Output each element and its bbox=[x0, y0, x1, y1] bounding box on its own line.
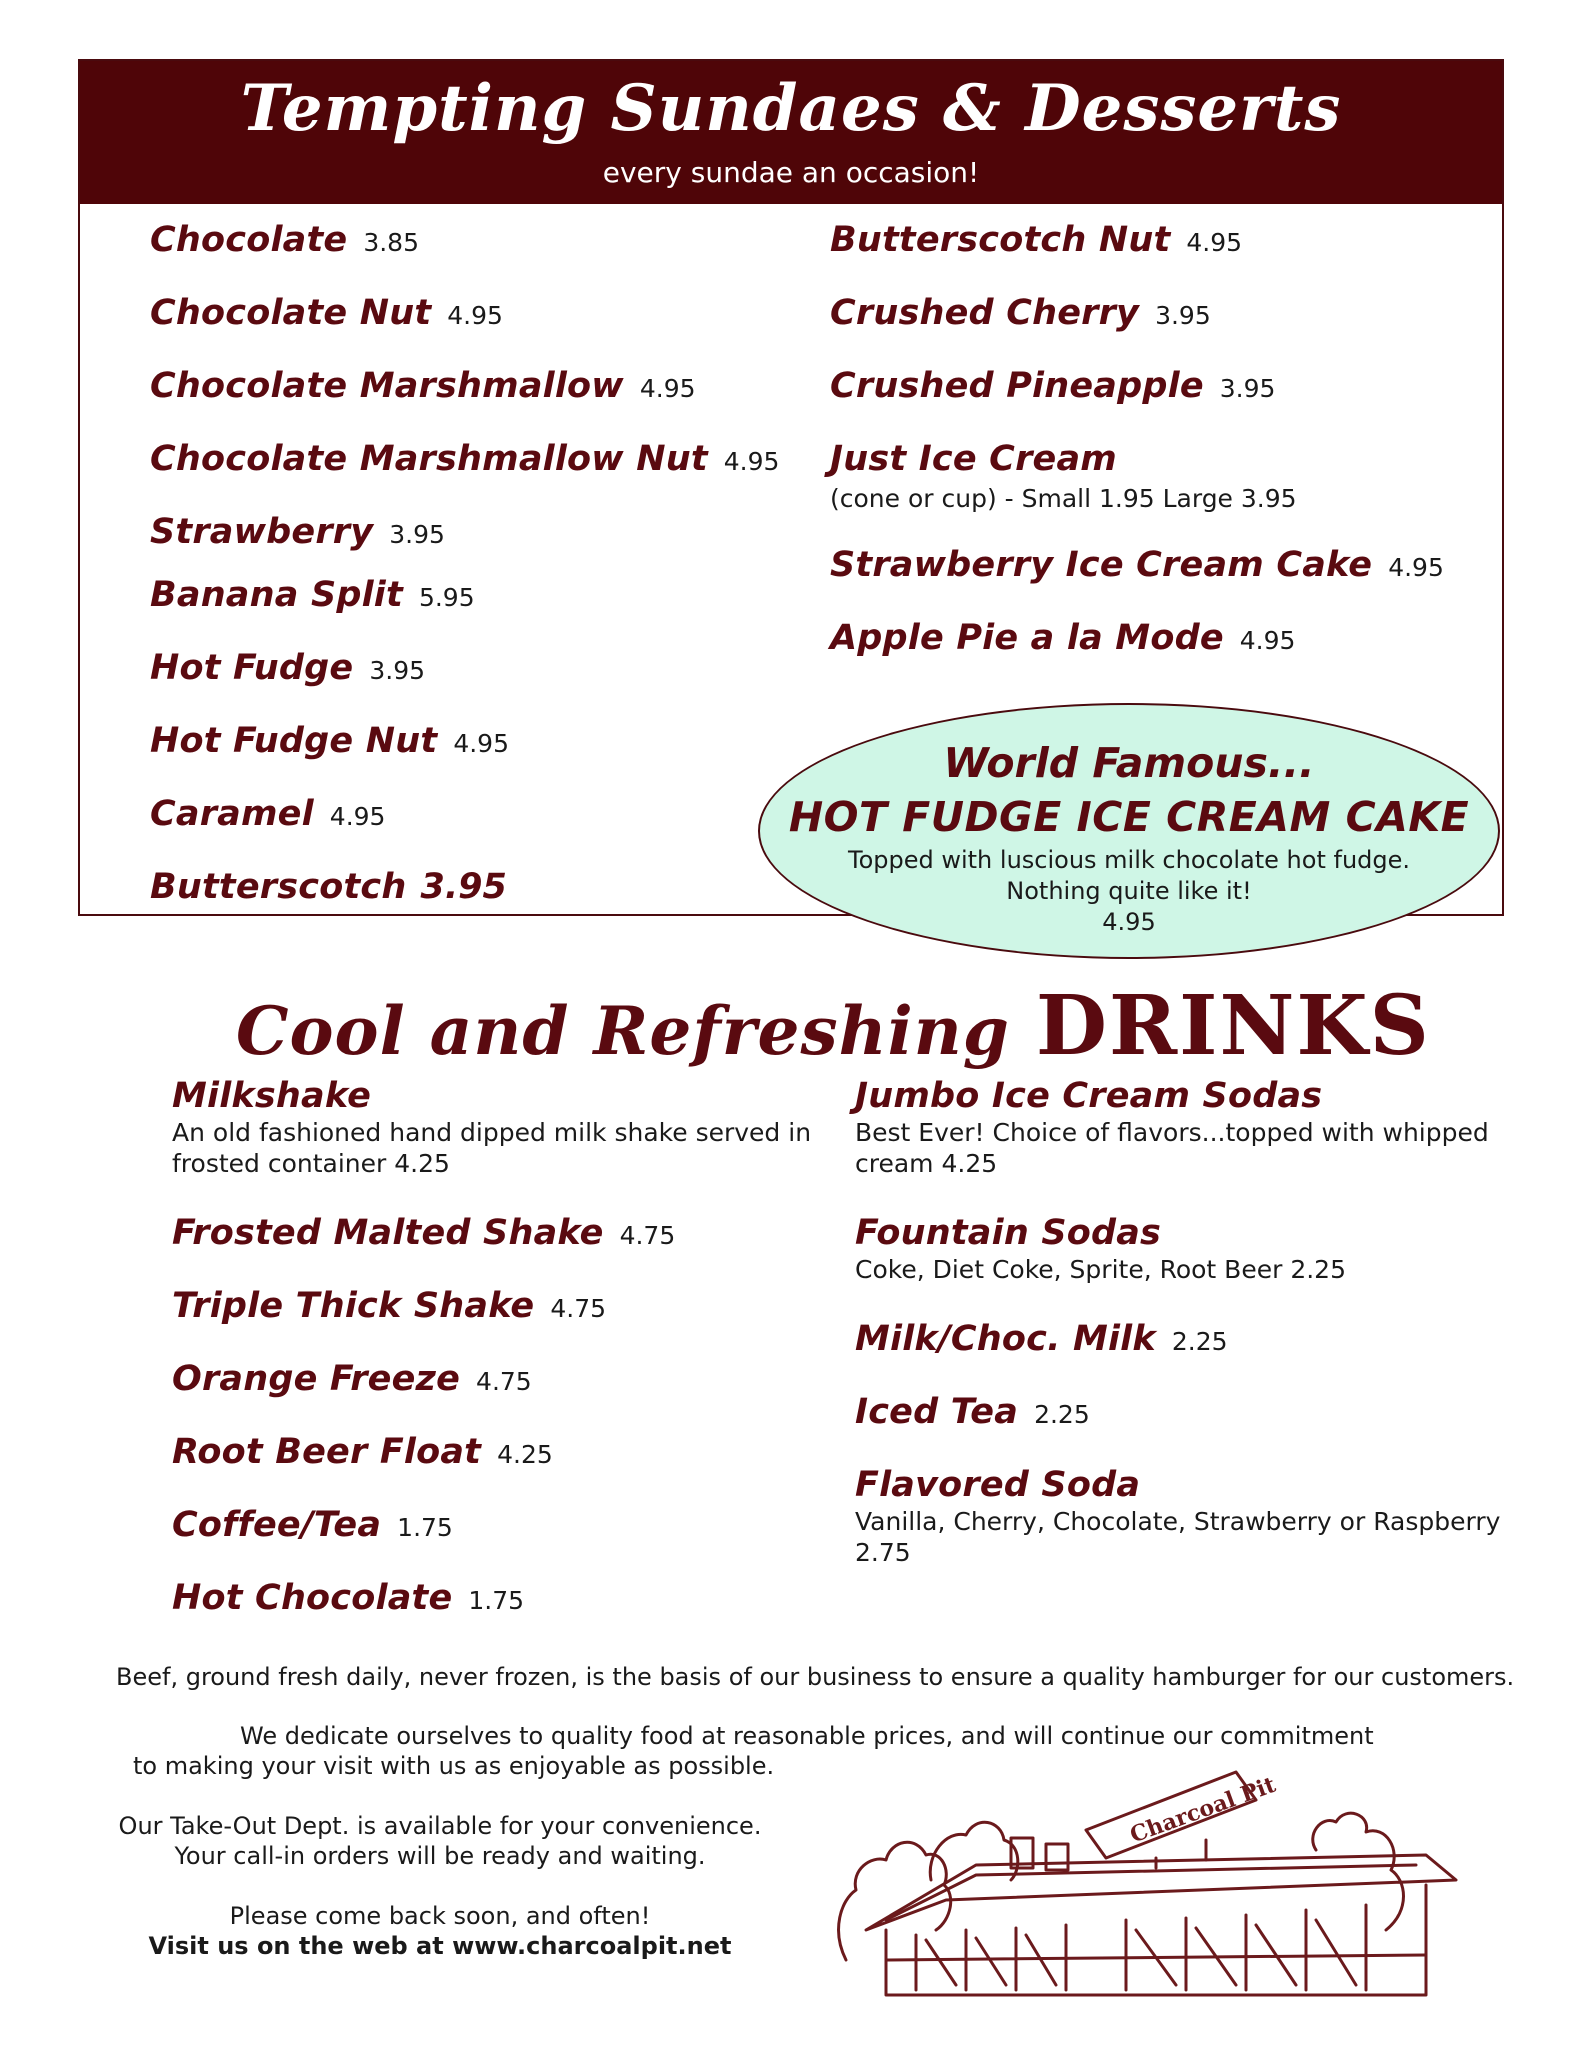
menu-item bbox=[855, 1465, 1140, 1505]
item-price: 4.95 bbox=[447, 301, 503, 330]
item-name: Hot Chocolate bbox=[172, 1578, 453, 1618]
menu-item bbox=[172, 1076, 371, 1116]
menu-item bbox=[855, 1076, 1322, 1116]
item-price: 3.95 bbox=[1219, 374, 1276, 403]
menu-item bbox=[830, 366, 1275, 406]
item-name: Milkshake bbox=[172, 1076, 372, 1116]
item-price: 4.95 bbox=[1186, 228, 1243, 257]
menu-item bbox=[150, 794, 385, 834]
item-name: Frosted Malted Shake bbox=[172, 1213, 604, 1253]
menu-item bbox=[150, 512, 445, 552]
item-description: (cone or cup) - Small 1.95 Large 3.95 bbox=[830, 484, 1297, 513]
footer-beef-line: Beef, ground fresh daily, never frozen, is the basis of our business to ensure a quality hamburger for our customers. bbox=[116, 1663, 1515, 1691]
menu-item bbox=[855, 1213, 1161, 1253]
item-price: 3.95 bbox=[389, 520, 445, 549]
item-price: 3.95 bbox=[420, 867, 507, 907]
item-name: Caramel bbox=[150, 794, 314, 834]
item-price: 4.95 bbox=[329, 802, 386, 831]
desc-line: frosted container 4.25 bbox=[172, 1149, 450, 1178]
footer-commitment-line: We dedicate ourselves to quality food at reasonable prices, and will continue our commitment bbox=[240, 1722, 1374, 1750]
item-name: Fountain Sodas bbox=[855, 1213, 1162, 1253]
footer-takeout-line: Your call-in orders will be ready and waiting. bbox=[174, 1842, 706, 1870]
menu-item bbox=[150, 293, 503, 333]
item-name: Hot Fudge bbox=[150, 648, 354, 688]
featured-cake-oval bbox=[758, 703, 1500, 959]
item-name: Jumbo Ice Cream Sodas bbox=[855, 1076, 1323, 1116]
sign-text: Charcoal Pit bbox=[1126, 1771, 1280, 1849]
item-name: Crushed Pineapple bbox=[830, 366, 1204, 406]
drinks-title bbox=[236, 978, 1431, 1074]
item-price: 1.75 bbox=[397, 1513, 453, 1542]
item-name: Strawberry Ice Cream Cake bbox=[830, 545, 1373, 585]
item-name: Flavored Soda bbox=[855, 1465, 1141, 1505]
menu-item bbox=[830, 439, 1117, 479]
item-price: 4.95 bbox=[1239, 626, 1296, 655]
item-name: Crushed Cherry bbox=[830, 293, 1140, 333]
item-name: Just Ice Cream bbox=[830, 439, 1117, 479]
item-name: Orange Freeze bbox=[172, 1359, 461, 1399]
item-name: Root Beer Float bbox=[172, 1432, 482, 1472]
item-name: Banana Split bbox=[150, 575, 403, 615]
item-name: Chocolate Marshmallow bbox=[150, 366, 624, 406]
item-name: Milk/Choc. Milk bbox=[855, 1319, 1156, 1359]
item-price: 4.95 bbox=[1388, 553, 1444, 582]
menu-item bbox=[172, 1578, 524, 1618]
footer-takeout-line: Our Take-Out Dept. is available for your convenience. bbox=[118, 1812, 762, 1840]
item-description bbox=[172, 1117, 811, 1179]
menu-item bbox=[150, 575, 475, 615]
item-name: Chocolate bbox=[150, 220, 348, 260]
menu-item bbox=[830, 618, 1295, 658]
item-price: 4.25 bbox=[497, 1440, 553, 1469]
item-price: 4.95 bbox=[639, 374, 696, 403]
featured-desc-line: Nothing quite like it! bbox=[1006, 877, 1252, 905]
item-description: Coke, Diet Coke, Sprite, Root Beer 2.25 bbox=[855, 1255, 1346, 1284]
menu-item bbox=[172, 1432, 553, 1472]
item-name: Chocolate Marshmallow Nut bbox=[150, 439, 708, 479]
item-price: 2.25 bbox=[1171, 1327, 1228, 1356]
sundaes-subtitle: every sundae an occasion! bbox=[602, 156, 980, 189]
menu-item bbox=[172, 1359, 532, 1399]
featured-price: 4.95 bbox=[1102, 908, 1156, 936]
menu-item bbox=[150, 366, 696, 406]
item-price: 4.75 bbox=[550, 1294, 607, 1323]
item-price: 4.75 bbox=[476, 1367, 532, 1396]
menu-item bbox=[150, 867, 507, 907]
item-name: Hot Fudge Nut bbox=[150, 721, 438, 761]
item-name: Strawberry bbox=[150, 512, 374, 552]
menu-item bbox=[150, 439, 779, 479]
menu-item bbox=[172, 1286, 606, 1326]
tree-right bbox=[1313, 1813, 1404, 1930]
item-name: Butterscotch bbox=[150, 867, 407, 907]
menu-item bbox=[855, 1319, 1228, 1359]
featured-description bbox=[760, 845, 1498, 938]
featured-heading: World Famous... bbox=[943, 739, 1315, 787]
desc-line: 2.75 bbox=[855, 1538, 911, 1567]
item-description bbox=[855, 1117, 1489, 1179]
item-name: Chocolate Nut bbox=[150, 293, 432, 333]
item-name: Iced Tea bbox=[855, 1392, 1019, 1432]
drinks-title-block: DRINKS bbox=[1035, 978, 1431, 1074]
menu-item bbox=[150, 721, 509, 761]
menu-item bbox=[172, 1505, 453, 1545]
restaurant-illustration bbox=[826, 1760, 1466, 2010]
item-description bbox=[855, 1506, 1500, 1568]
menu-item bbox=[855, 1392, 1090, 1432]
item-name: Coffee/Tea bbox=[172, 1505, 382, 1545]
desc-line: An old fashioned hand dipped milk shake served in bbox=[172, 1118, 812, 1147]
item-price: 3.95 bbox=[1155, 301, 1211, 330]
item-price: 1.75 bbox=[468, 1586, 525, 1615]
drinks-title-script: Cool and Refreshing bbox=[236, 992, 1010, 1070]
tree-mid bbox=[930, 1822, 1018, 1880]
item-name: Butterscotch Nut bbox=[830, 220, 1171, 260]
sundaes-title: Tempting Sundaes & Desserts bbox=[240, 71, 1342, 146]
featured-desc-line: Topped with luscious milk chocolate hot fudge. bbox=[847, 846, 1411, 874]
menu-item bbox=[150, 220, 419, 260]
footer-comeback-line: Please come back soon, and often! bbox=[229, 1902, 651, 1930]
item-price: 4.95 bbox=[453, 729, 509, 758]
menu-item bbox=[830, 220, 1242, 260]
item-name: Apple Pie a la Mode bbox=[830, 618, 1224, 658]
menu-item bbox=[830, 545, 1444, 585]
item-name: Triple Thick Shake bbox=[172, 1286, 535, 1326]
desc-line: cream 4.25 bbox=[855, 1149, 998, 1178]
menu-item bbox=[830, 293, 1211, 333]
footer-website-line: Visit us on the web at www.charcoalpit.net bbox=[148, 1932, 732, 1960]
item-price: 5.95 bbox=[418, 583, 475, 612]
item-price: 4.75 bbox=[619, 1221, 676, 1250]
footer-commitment-line: to making your visit with us as enjoyable as possible. bbox=[133, 1752, 775, 1780]
item-price: 4.95 bbox=[723, 447, 780, 476]
item-price: 3.95 bbox=[369, 656, 426, 685]
item-price: 2.25 bbox=[1034, 1400, 1090, 1429]
tree-left bbox=[839, 1842, 951, 1960]
featured-name: HOT FUDGE ICE CREAM CAKE bbox=[788, 793, 1470, 841]
desc-line: Best Ever! Choice of flavors...topped with whipped bbox=[855, 1118, 1489, 1147]
desc-line: Vanilla, Cherry, Chocolate, Strawberry or Raspberry bbox=[855, 1507, 1501, 1536]
item-price: 3.85 bbox=[363, 228, 419, 257]
menu-item bbox=[172, 1213, 675, 1253]
menu-item bbox=[150, 648, 425, 688]
sundaes-header bbox=[80, 61, 1502, 204]
